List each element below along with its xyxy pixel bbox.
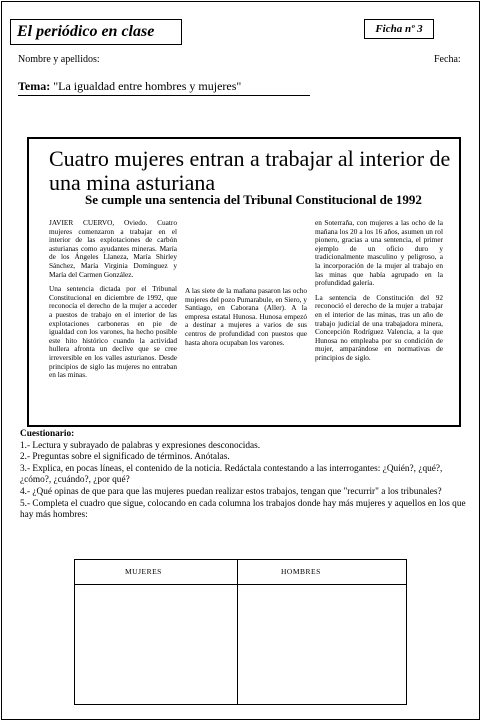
column-header-mujeres: MUJERES xyxy=(125,567,162,576)
worksheet-title: El periódico en clase xyxy=(10,19,182,45)
article-paragraph: Una sentencia dictada por el Tribunal Constitucional en diciembre de 1992, que reconocía el derecho de la mujer a acceder a puestos de trabajo en el interior de las explotaciones carboneras en pie de igualdad con los varones, ha hecho posible este hito histórico cuando la actividad hullera afronta un declive que se cree irreversible en los valles asturianos. Desde principios de siglo las mujeres no entraban en las minas. xyxy=(49,284,177,380)
article-paragraph: La sentencia de Constitución del 92 reconoció el derecho de la mujer a trabajar en el interior de las minas, tras un año de trabajo judicial de una trabajadora minera, Concepción Rodríguez Valencia, a la que Hunosa no empleaba por su condición de mujer, amparándose en normativas de principios de siglo. xyxy=(315,292,443,362)
ficha-number: Ficha nº 3 xyxy=(364,19,434,39)
news-clipping xyxy=(27,137,461,427)
tema-value: "La igualdad entre hombres y mujeres" xyxy=(53,79,242,93)
article-column-3 xyxy=(315,219,443,369)
article-subhead: Se cumple una sentencia del Tribunal Constitucional de 1992 xyxy=(85,192,422,207)
article-paragraph: A las siete de la mañana pasaron las ocho mujeres del pozo Pumarabule, en Siero, y Santiago, en Caborana (Aller). A la empresa estatal Hunosa. Hunosa empezó a destinar a mujeres a varios de sus centros de profundidad con puestos que hasta ahora ocupaban los varones. xyxy=(185,286,307,347)
tema-label: Tema: xyxy=(18,79,51,93)
question-4: 4.- ¿Qué opinas de que para que las mujeres puedan realizar estos trabajos, tengan que "recurrir" a los tribunales? xyxy=(20,486,442,497)
question-1: 1.- Lectura y subrayado de palabras y expresiones desconocidas. xyxy=(20,440,261,451)
nombre-label: Nombre y apellidos: xyxy=(18,54,100,65)
tema-underline xyxy=(18,95,310,96)
question-3: 3.- Explica, en pocas líneas, el contenido de la noticia. Redáctala contestando a las interrogantes: ¿Quién?, ¿qué?, ¿cómo?, ¿cuándo?, ¿por qué? xyxy=(20,463,443,486)
column-divider xyxy=(237,560,238,704)
fecha-label: Fecha: xyxy=(434,54,461,65)
article-headline: Cuatro mujeres entran a trabajar al interior de una mina asturiana xyxy=(49,146,451,195)
article-column-2 xyxy=(185,287,307,353)
column-header-hombres: HOMBRES xyxy=(281,567,321,576)
questionnaire-title: Cuestionario: xyxy=(20,429,75,439)
article-paragraph: en Soterraña, con mujeres a las ocho de la mañana los 20 a los 16 años, asumen un rol pionero, gracias a una sentencia, el primer ejemplo de un oficio duro y tradicionalmente masculino y peligroso, a la incorporación de la mujer al trabajo en las minas que había agrupado en la profundidad galería. xyxy=(315,218,443,288)
answer-table xyxy=(74,559,407,705)
tema-line xyxy=(18,79,241,94)
question-2: 2.- Preguntas sobre el significado de términos. Anótalas. xyxy=(20,452,230,463)
article-column-1 xyxy=(49,219,177,386)
questionnaire xyxy=(20,429,468,522)
question-5: 5.- Completa el cuadro que sigue, colocando en cada columna los trabajos donde hay más mujeres y aquellos en los que hay más hombres: xyxy=(20,498,466,521)
article-paragraph: JAVIER CUERVO, Oviedo. Cuatro mujeres comenzaron a trabajar en el interior de las explotaciones de carbón asturianas como ayudantes mineras. María de los Ángeles Llaneza, María Shirley Sánchez, María Virginia Domínguez y María del Carmen González. xyxy=(49,218,177,279)
header-divider xyxy=(75,584,406,585)
